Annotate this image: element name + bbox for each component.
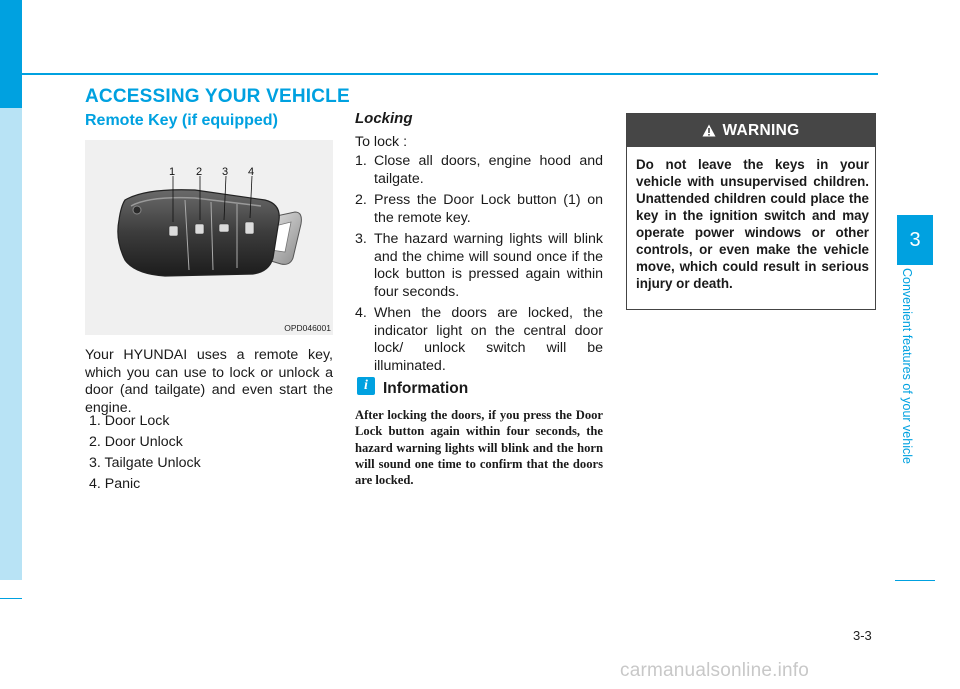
step-number: 1. xyxy=(355,153,367,169)
figure-callout-2: 2 xyxy=(196,166,203,178)
locking-steps xyxy=(355,153,603,379)
figure-callout-3: 3 xyxy=(222,166,229,178)
step-text: When the doors are locked, the indicator light on the central door lock/ unlock switch will be illuminated. xyxy=(374,305,603,374)
warning-body: Do not leave the keys in your vehicle with unsupervised children. Unattended children could place the key in the ignition switch and may operate power windows or other controls, or even make the vehicle move, which could result in serious injury or death. xyxy=(636,157,869,291)
left-margin-bar-accent xyxy=(0,0,22,108)
list-item xyxy=(355,305,603,375)
list-item: 3. Tailgate Unlock xyxy=(89,455,201,471)
left-margin-rule xyxy=(0,598,22,599)
header-rule xyxy=(22,73,878,75)
remote-key-subtitle: Remote Key (if equipped) xyxy=(85,112,278,129)
figure-caption: OPD046001 xyxy=(284,323,331,333)
locking-lead: To lock : xyxy=(355,134,408,150)
right-margin-rule xyxy=(895,580,935,581)
list-item: 1. Door Lock xyxy=(89,413,170,429)
figure-callout-1: 1 xyxy=(169,166,176,178)
information-icon: i xyxy=(357,377,375,395)
watermark: carmanualsonline.info xyxy=(620,660,810,681)
remote-key-illustration xyxy=(85,140,333,335)
locking-title: Locking xyxy=(355,110,413,127)
step-text: The hazard warning lights will blink and the chime will sound once if the lock button is pressed again within four seconds. xyxy=(374,231,603,300)
step-number: 2. xyxy=(355,192,367,208)
warning-triangle-icon xyxy=(702,124,716,137)
information-title: Information xyxy=(383,380,469,397)
list-item: 2. Door Unlock xyxy=(89,434,183,450)
step-number: 4. xyxy=(355,305,367,321)
warning-header xyxy=(627,114,875,147)
page-number: 3-3 xyxy=(853,628,872,643)
warning-title: WARNING xyxy=(722,121,800,139)
figure-callout-4: 4 xyxy=(248,166,255,178)
list-item xyxy=(355,153,603,188)
remote-key-intro: Your HYUNDAI uses a remote key, which you can use to lock or unlock a door (and tailgate) and even start the engine. xyxy=(85,347,333,416)
warning-box xyxy=(626,113,876,310)
information-body: After locking the doors, if you press the Door Lock button again within four seconds, the hazard warning lights will blink and the horn will sound one time to confirm that the doors are locked. xyxy=(355,408,603,488)
section-title: ACCESSING YOUR VEHICLE xyxy=(85,86,350,107)
step-text: Close all doors, engine hood and tailgate. xyxy=(374,153,603,187)
list-item xyxy=(355,192,603,227)
remote-key-figure xyxy=(85,140,333,335)
chapter-number-tab: 3 xyxy=(897,215,933,265)
step-text: Press the Door Lock button (1) on the remote key. xyxy=(374,192,603,226)
list-item xyxy=(355,231,603,301)
chapter-title: Convenient features of your vehicle xyxy=(900,268,914,464)
step-number: 3. xyxy=(355,231,367,247)
remote-key-button-list xyxy=(89,411,201,495)
list-item: 4. Panic xyxy=(89,476,141,492)
